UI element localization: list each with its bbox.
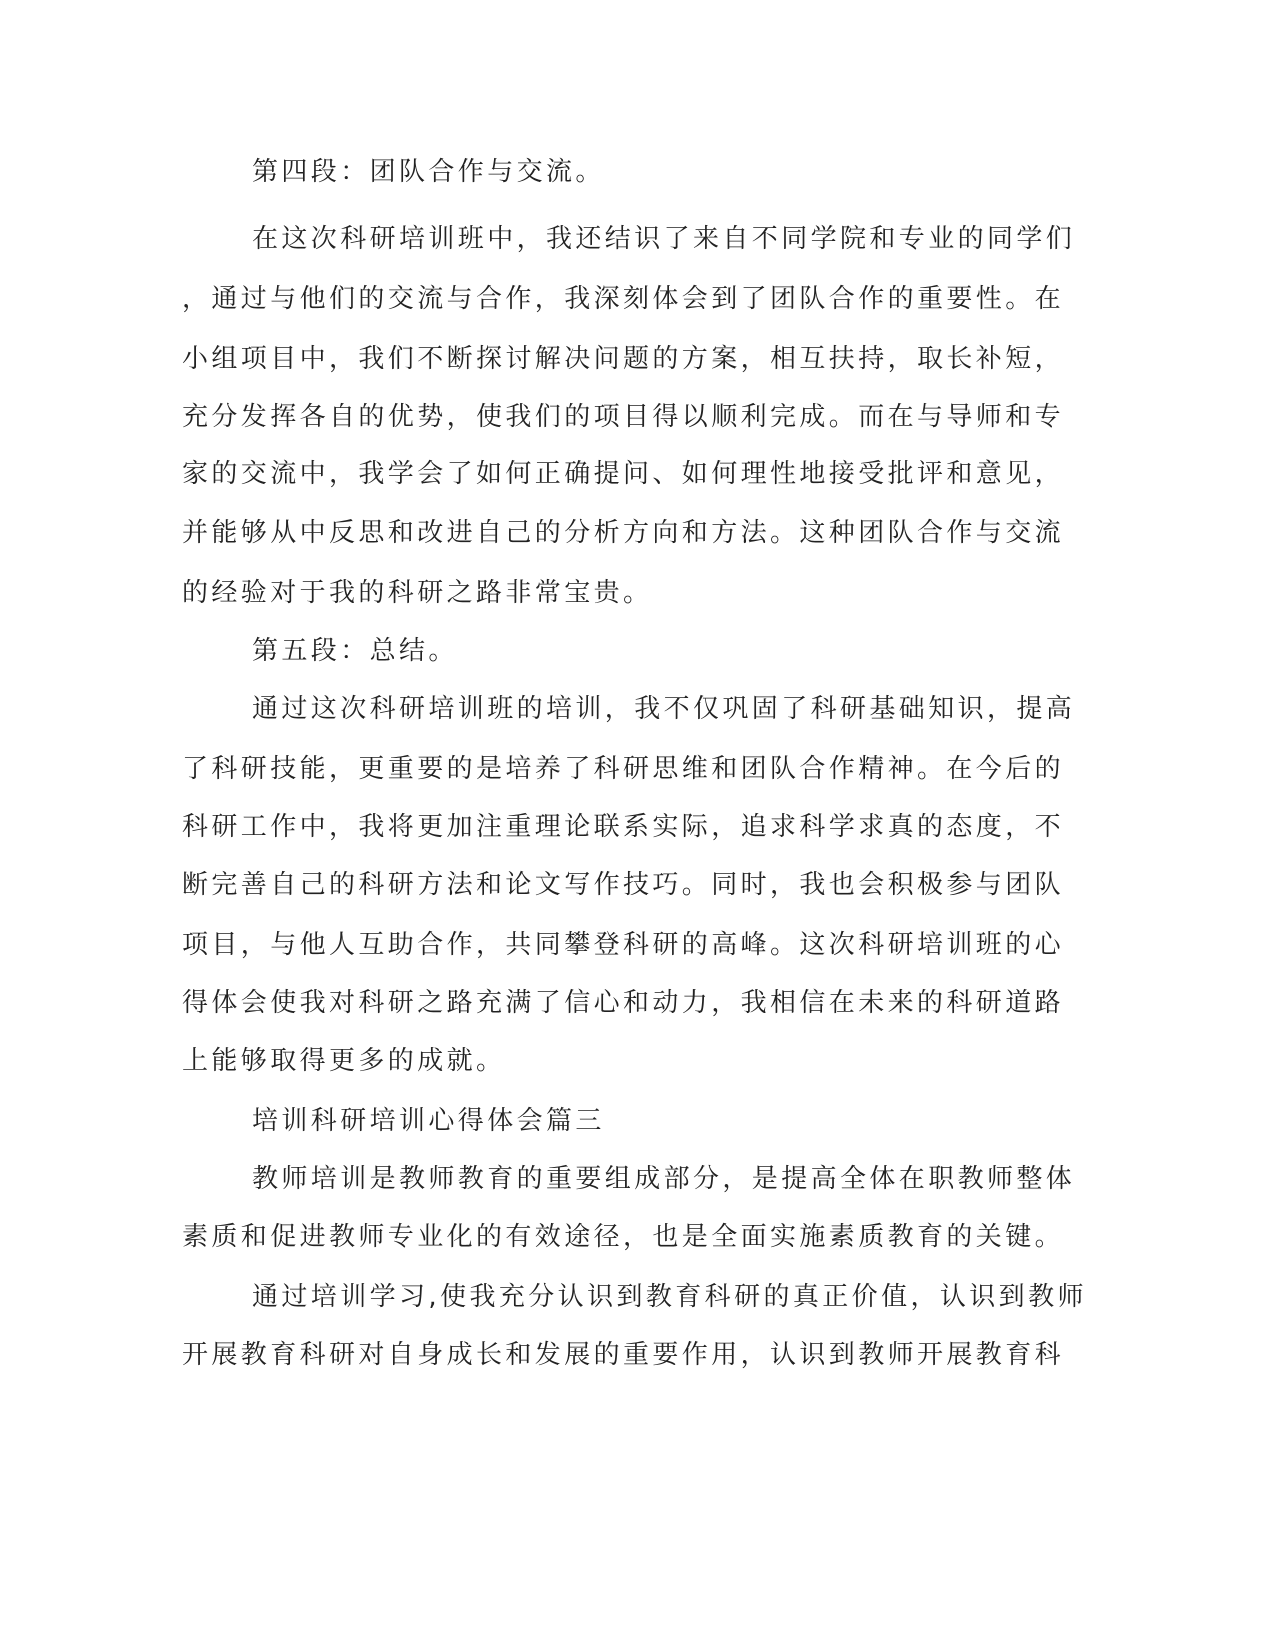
paragraph-line: 并能够从中反思和改进自己的分析方向和方法。这种团队合作与交流: [182, 518, 1065, 548]
paragraph-line: 得体会使我对科研之路充满了信心和动力，我相信在未来的科研道路: [182, 988, 1065, 1018]
section-title: 培训科研培训心得体会篇三: [252, 1106, 605, 1136]
paragraph-line: 家的交流中，我学会了如何正确提问、如何理性地接受批评和意见，: [182, 459, 1065, 489]
paragraph-line: 教师培训是教师教育的重要组成部分，是提高全体在职教师整体: [252, 1164, 1076, 1194]
paragraph-line: 科研工作中，我将更加注重理论联系实际，追求科学求真的态度，不: [182, 812, 1065, 842]
paragraph-line: 素质和促进教师专业化的有效途径，也是全面实施素质教育的关键。: [182, 1222, 1065, 1252]
paragraph-line: 上能够取得更多的成就。: [182, 1046, 506, 1076]
paragraph-line: 充分发挥各自的优势，使我们的项目得以顺利完成。而在与导师和专: [182, 402, 1065, 432]
paragraph-line: 小组项目中，我们不断探讨解决问题的方案，相互扶持，取长补短，: [182, 344, 1065, 374]
paragraph-line: 通过培训学习,使我充分认识到教育科研的真正价值，认识到教师: [252, 1282, 1087, 1312]
paragraph-line: 项目，与他人互助合作，共同攀登科研的高峰。这次科研培训班的心: [182, 930, 1065, 960]
section-heading-5: 第五段：总结。: [252, 636, 458, 666]
paragraph-line: 开展教育科研对自身成长和发展的重要作用，认识到教师开展教育科: [182, 1340, 1065, 1370]
paragraph-line: 断完善自己的科研方法和论文写作技巧。同时，我也会积极参与团队: [182, 870, 1065, 900]
paragraph-line: 在这次科研培训班中，我还结识了来自不同学院和专业的同学们: [252, 224, 1076, 254]
paragraph-line: 通过这次科研培训班的培训，我不仅巩固了科研基础知识，提高: [252, 694, 1076, 724]
paragraph-line: ，通过与他们的交流与合作，我深刻体会到了团队合作的重要性。在: [182, 284, 1065, 314]
paragraph-line: 了科研技能，更重要的是培养了科研思维和团队合作精神。在今后的: [182, 754, 1065, 784]
paragraph-line: 的经验对于我的科研之路非常宝贵。: [182, 578, 653, 608]
section-heading-4: 第四段：团队合作与交流。: [252, 157, 605, 187]
